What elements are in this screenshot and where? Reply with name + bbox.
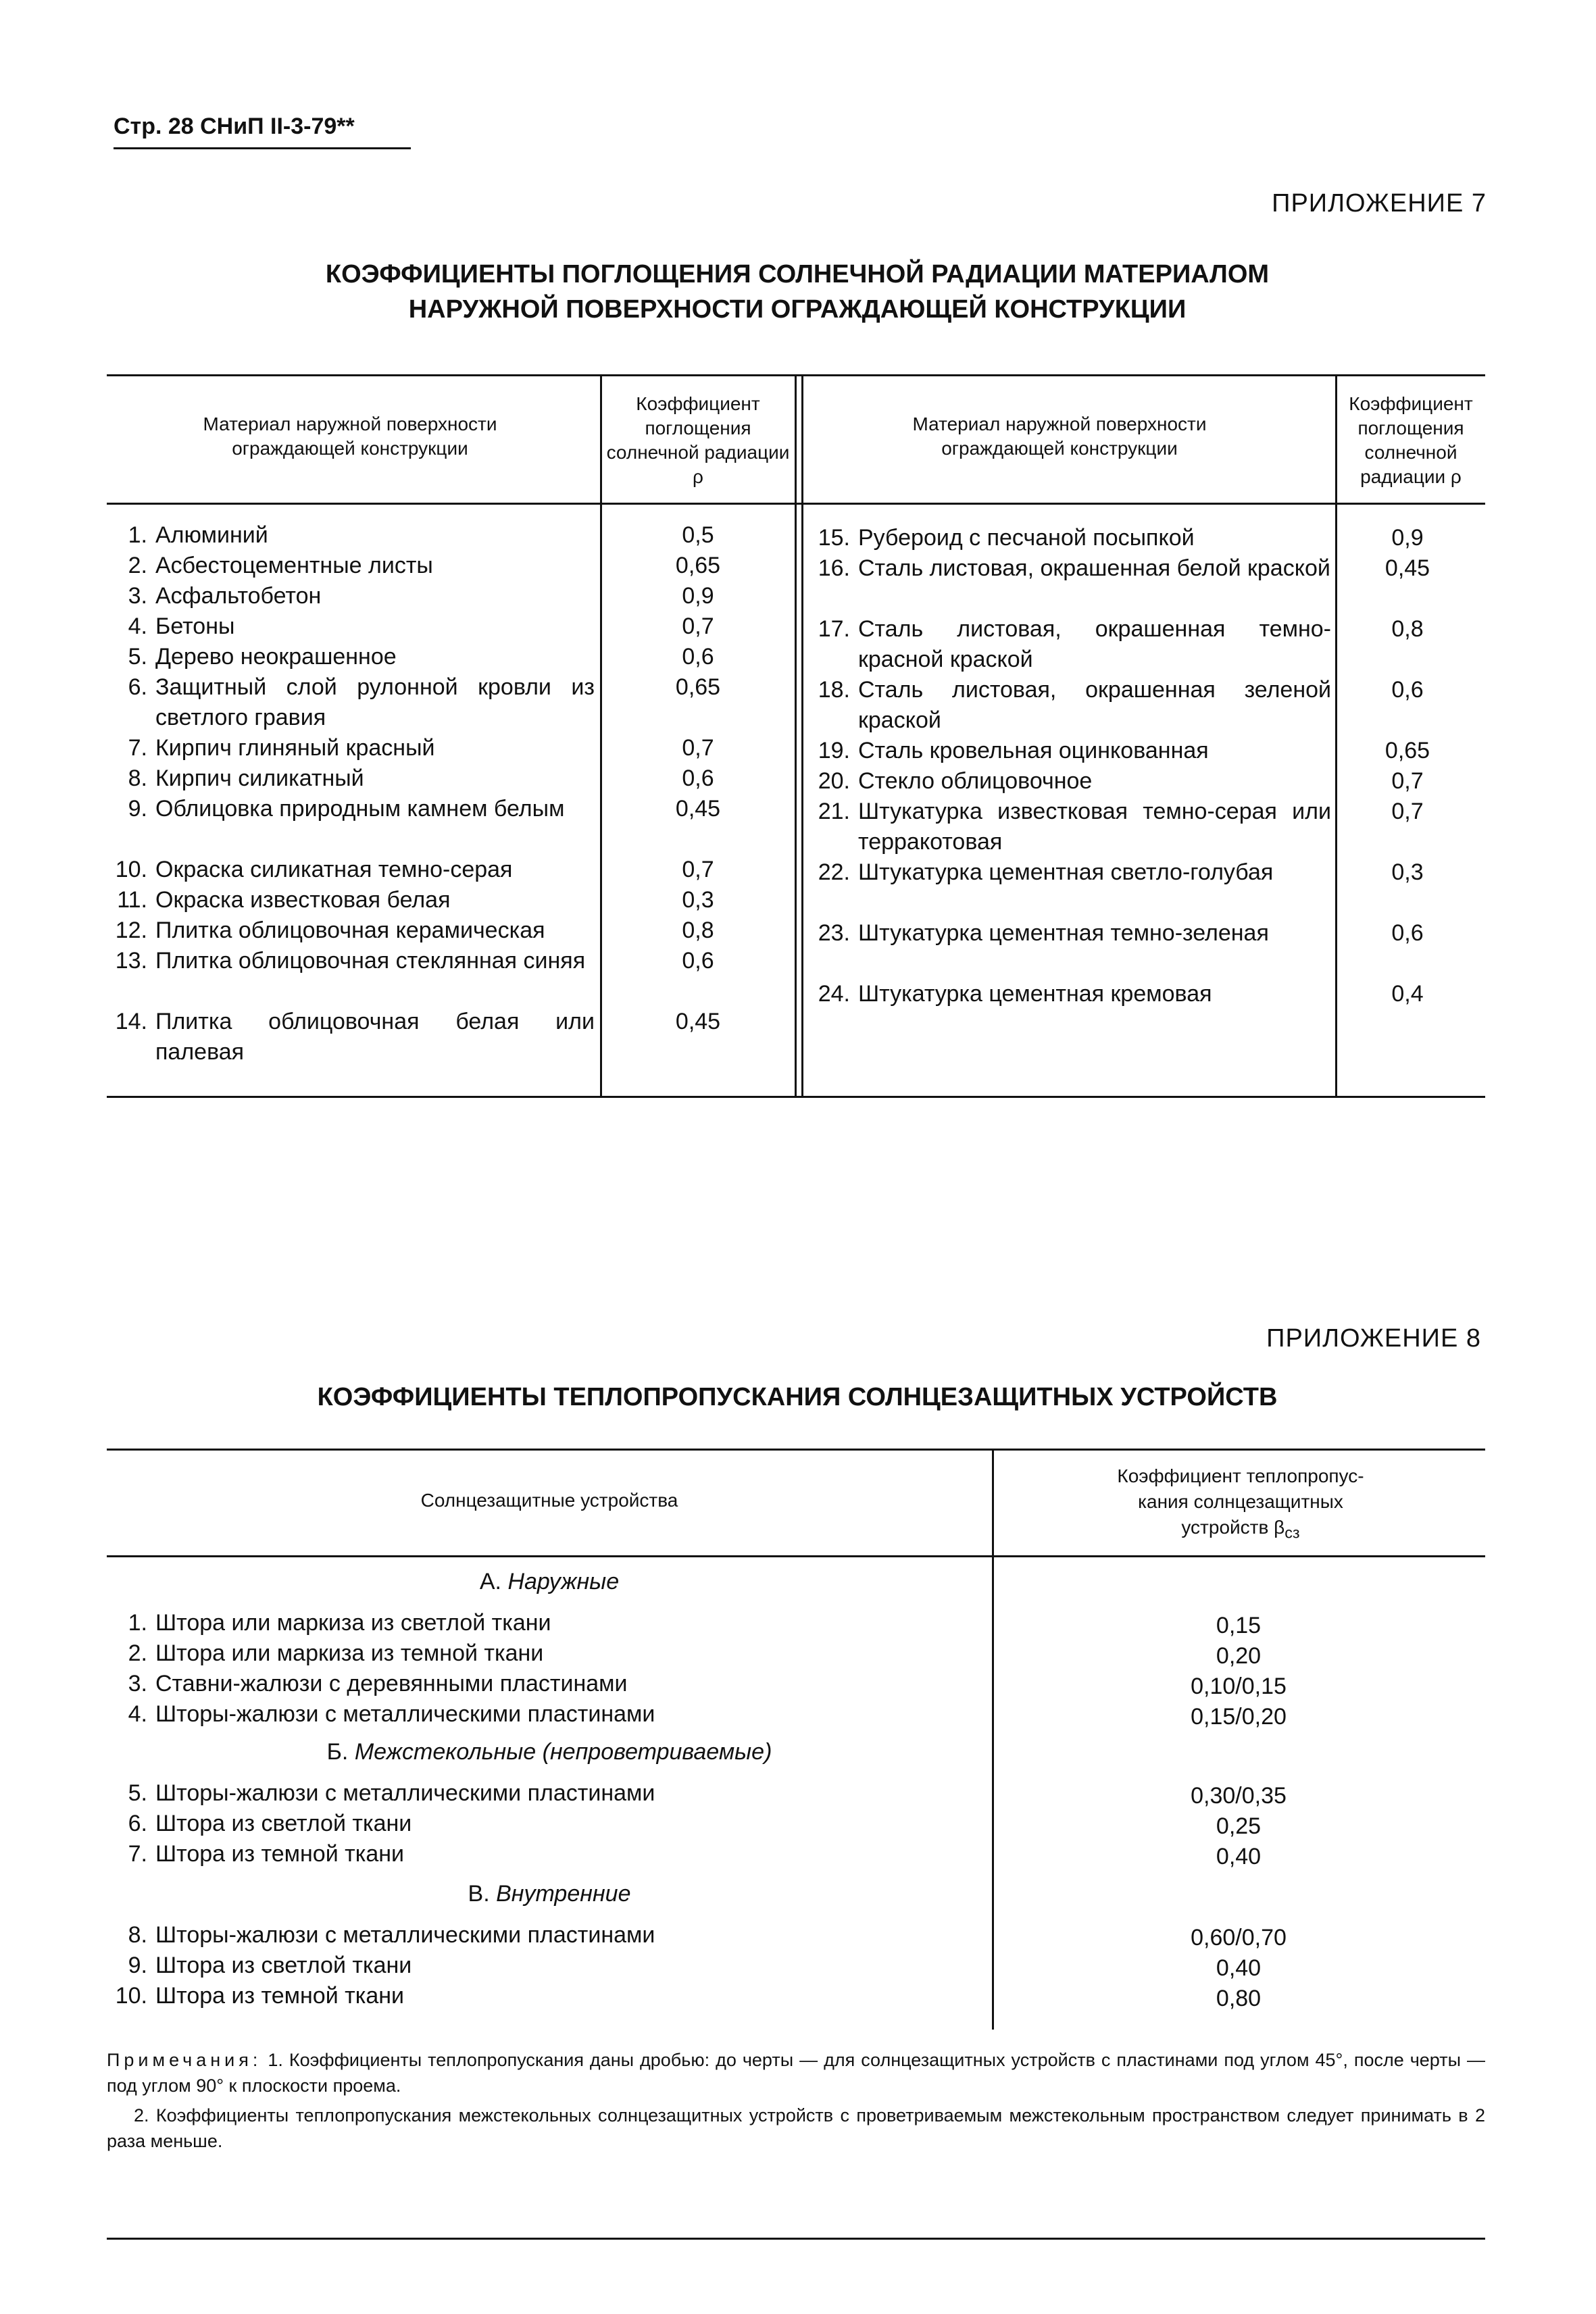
row-number: 21. xyxy=(818,799,850,824)
row-device: Шторы-жалюзи с металлическими пластинами xyxy=(155,1780,655,1806)
row-value: 0,3 xyxy=(682,887,714,913)
row-value: 0,25 xyxy=(1216,1813,1262,1839)
right-material-header: Материал наружной поверхности ограждающей конструкции xyxy=(912,413,1207,459)
row-device: Штора из светлой ткани xyxy=(155,1811,412,1836)
table-row xyxy=(107,794,597,855)
page-header: Стр. 28 СНиП II-3-79** xyxy=(114,114,355,139)
row-material: Бетоны xyxy=(155,613,235,639)
row-device: Шторы-жалюзи с металлическими пластинами xyxy=(155,1701,655,1727)
row-value: 0,65 xyxy=(1385,738,1430,763)
row-value: 0,10/0,15 xyxy=(1191,1674,1287,1699)
row-value: 0,40 xyxy=(1216,1955,1262,1981)
section-heading xyxy=(107,1569,992,1595)
row-value: 0,6 xyxy=(682,765,714,791)
appendix-8-title: КОЭФФИЦИЕНТЫ ТЕПЛОПРОПУСКАНИЯ СОЛНЦЕЗАЩИТНЫХ УСТРОЙСТВ xyxy=(317,1383,1278,1411)
section-heading xyxy=(107,1881,992,1907)
section-name: Межстекольные (непроветриваемые) xyxy=(354,1739,772,1765)
table-row xyxy=(809,553,1333,614)
row-device: Ставни-жалюзи с деревянными пластинами xyxy=(155,1671,628,1696)
row-number: 8. xyxy=(128,1922,147,1948)
table-top-rule xyxy=(107,1449,1485,1451)
row-number: 9. xyxy=(128,1953,147,1978)
row-value: 0,15 xyxy=(1216,1613,1262,1638)
row-material: Окраска известковая белая xyxy=(155,887,451,913)
row-value: 0,4 xyxy=(1391,981,1424,1007)
table-row xyxy=(107,1007,597,1067)
row-material: Сталь листовая, окрашенная зеленой краской xyxy=(858,677,1331,733)
row-number: 2. xyxy=(128,1640,147,1666)
row-value: 0,40 xyxy=(1216,1844,1262,1869)
table-row xyxy=(809,857,1333,918)
row-number: 11. xyxy=(117,887,147,913)
row-number: 2. xyxy=(128,553,147,578)
row-device: Шторы-жалюзи с металлическими пластинами xyxy=(155,1922,655,1948)
note-2: 2. Коэффициенты теплопропускания межстекольных солнцезащитных устройств с проветриваемым межстекольным пространством следует принимать в 2 раза меньше. xyxy=(107,2105,1485,2151)
row-number: 7. xyxy=(128,735,147,761)
row-material: Алюминий xyxy=(155,522,268,548)
left-coef-header: Коэффициент поглощения солнечной радиации ρ xyxy=(606,393,790,487)
row-number: 24. xyxy=(818,981,850,1007)
row-value: 0,45 xyxy=(675,796,721,822)
row-value: 0,5 xyxy=(682,522,714,548)
row-material: Защитный слой рулонной кровли из светлого гравия xyxy=(155,674,595,730)
row-value: 0,6 xyxy=(1391,677,1424,703)
row-value: 0,60/0,70 xyxy=(1191,1925,1287,1951)
row-number: 3. xyxy=(128,1671,147,1696)
table-row xyxy=(809,797,1333,857)
row-value: 0,7 xyxy=(1391,768,1424,794)
row-number: 20. xyxy=(818,768,850,794)
row-value: 0,65 xyxy=(675,674,721,700)
row-value: 0,8 xyxy=(682,917,714,943)
row-material: Кирпич силикатный xyxy=(155,765,364,791)
section-letter: А. xyxy=(479,1569,501,1594)
note-1 xyxy=(107,2047,1485,2098)
row-value: 0,7 xyxy=(682,613,714,639)
row-value: 0,8 xyxy=(1391,616,1424,642)
row-device: Штора из темной ткани xyxy=(155,1841,405,1867)
row-number: 15. xyxy=(818,525,850,551)
row-value: 0,6 xyxy=(1391,920,1424,946)
row-value: 0,7 xyxy=(682,857,714,882)
row-material: Асбестоцементные листы xyxy=(155,553,433,578)
row-number: 16. xyxy=(818,555,850,581)
row-material: Штукатурка цементная кремовая xyxy=(858,981,1212,1007)
section-heading xyxy=(107,1739,992,1765)
row-number: 3. xyxy=(128,583,147,609)
left-material-header: Материал наружной поверхности ограждающей конструкции xyxy=(203,413,497,459)
row-value: 0,6 xyxy=(682,948,714,974)
row-material: Сталь листовая, окрашенная темно-красной краской xyxy=(858,616,1331,672)
right-coef-header: Коэффициент поглощения солнечной радиации ρ xyxy=(1349,393,1473,487)
column-divider xyxy=(1335,374,1337,1097)
absorption-table xyxy=(107,374,1485,1097)
row-material: Окраска силикатная темно-серая xyxy=(155,857,513,882)
row-value: 0,6 xyxy=(682,644,714,670)
section-name: Наружные xyxy=(507,1569,620,1594)
row-material: Стекло облицовочное xyxy=(858,768,1093,794)
coef-header-symbol: устройств β xyxy=(1181,1517,1285,1538)
row-material: Асфальтобетон xyxy=(155,583,322,609)
coef-header-subscript: сз xyxy=(1285,1524,1300,1542)
row-value: 0,9 xyxy=(1391,525,1424,551)
row-material: Штукатурка цементная темно-зеленая xyxy=(858,920,1269,946)
row-value: 0,20 xyxy=(1216,1643,1262,1669)
row-material: Штукатурка цементная светло-голубая xyxy=(858,859,1274,885)
appendix-7-title-line1: КОЭФФИЦИЕНТЫ ПОГЛОЩЕНИЯ СОЛНЕЧНОЙ РАДИАЦИИ МАТЕРИАЛОМ xyxy=(325,260,1270,288)
row-device: Штора из темной ткани xyxy=(155,1983,405,2009)
row-device: Штора из светлой ткани xyxy=(155,1953,412,1978)
row-value: 0,15/0,20 xyxy=(1191,1704,1287,1730)
row-value: 0,9 xyxy=(682,583,714,609)
note-label: Примечания: xyxy=(107,2050,262,2070)
row-number: 6. xyxy=(128,674,147,700)
row-number: 17. xyxy=(818,616,850,642)
row-value: 0,7 xyxy=(682,735,714,761)
row-value: 0,45 xyxy=(675,1009,721,1034)
coef-column-header xyxy=(996,1463,1485,1546)
row-material: Сталь кровельная оцинкованная xyxy=(858,738,1209,763)
row-number: 23. xyxy=(818,920,850,946)
row-value: 0,65 xyxy=(675,553,721,578)
row-number: 13. xyxy=(115,948,147,974)
row-material: Плитка облицовочная стеклянная синяя xyxy=(155,948,586,974)
note-1-text: 1. Коэффициенты теплопропускания даны дробью: до черты — для солнцезащитных устройств с пластинами под углом 45°, после черты — под углом 90° к плоскости проема. xyxy=(107,2050,1485,2096)
row-material: Плитка облицовочная белая или палевая xyxy=(155,1009,595,1065)
row-number: 1. xyxy=(128,1610,147,1636)
row-number: 10. xyxy=(115,857,147,882)
row-number: 19. xyxy=(818,738,850,763)
row-material: Рубероид с песчаной посыпкой xyxy=(858,525,1195,551)
row-material: Кирпич глиняный красный xyxy=(155,735,435,761)
row-material: Плитка облицовочная керамическая xyxy=(155,917,545,943)
section-letter: В. xyxy=(468,1881,490,1907)
row-material: Сталь листовая, окрашенная белой краской xyxy=(858,555,1330,581)
header-bottom-rule xyxy=(107,1555,1485,1557)
table-row xyxy=(809,918,1333,979)
table-row xyxy=(107,672,597,733)
row-number: 10. xyxy=(115,1983,147,2009)
appendix-7-label: ПРИЛОЖЕНИЕ 7 xyxy=(1272,189,1487,218)
row-number: 1. xyxy=(128,522,147,548)
row-material: Облицовка природным камнем белым xyxy=(155,796,565,822)
row-number: 5. xyxy=(128,644,147,670)
column-divider xyxy=(600,374,602,1097)
device-column-header: Солнцезащитные устройства xyxy=(420,1490,678,1511)
row-number: 4. xyxy=(128,613,147,639)
appendix-8-label: ПРИЛОЖЕНИЕ 8 xyxy=(1266,1324,1481,1353)
row-value: 0,3 xyxy=(1391,859,1424,885)
coef-header-line: Коэффициент теплопропус- xyxy=(1117,1465,1364,1486)
coef-header-line xyxy=(996,1515,1485,1546)
row-material: Дерево неокрашенное xyxy=(155,644,397,670)
row-value: 0,7 xyxy=(1391,799,1424,824)
row-number: 14. xyxy=(115,1009,147,1034)
row-number: 9. xyxy=(128,796,147,822)
row-device: Штора или маркиза из светлой ткани xyxy=(155,1610,551,1636)
row-material: Штукатурка известковая темно-серая или терракотовая xyxy=(858,799,1331,855)
row-number: 12. xyxy=(115,917,147,943)
row-number: 22. xyxy=(818,859,850,885)
row-value: 0,45 xyxy=(1385,555,1430,581)
row-value: 0,80 xyxy=(1216,1986,1262,2011)
center-divider-right xyxy=(801,374,803,1097)
table-row xyxy=(809,675,1333,736)
header-underline xyxy=(114,147,411,149)
appendix-7-title-line2: НАРУЖНОЙ ПОВЕРХНОСТИ ОГРАЖДАЮЩЕЙ КОНСТРУКЦИИ xyxy=(408,295,1187,324)
row-number: 5. xyxy=(128,1780,147,1806)
row-number: 18. xyxy=(818,677,850,703)
heat-transmission-table xyxy=(107,1449,1485,2036)
center-divider-left xyxy=(795,374,797,1097)
row-device: Штора или маркиза из темной ткани xyxy=(155,1640,544,1666)
table-row xyxy=(809,614,1333,675)
row-number: 4. xyxy=(128,1701,147,1727)
section-name: Внутренние xyxy=(496,1881,631,1907)
table-row xyxy=(107,946,597,1007)
row-number: 8. xyxy=(128,765,147,791)
coef-header-line: кания солнцезащитных xyxy=(1138,1491,1343,1512)
row-number: 6. xyxy=(128,1811,147,1836)
row-number: 7. xyxy=(128,1841,147,1867)
row-value: 0,30/0,35 xyxy=(1191,1783,1287,1809)
section-letter: Б. xyxy=(326,1739,349,1765)
page-bottom-rule xyxy=(107,2238,1485,2240)
